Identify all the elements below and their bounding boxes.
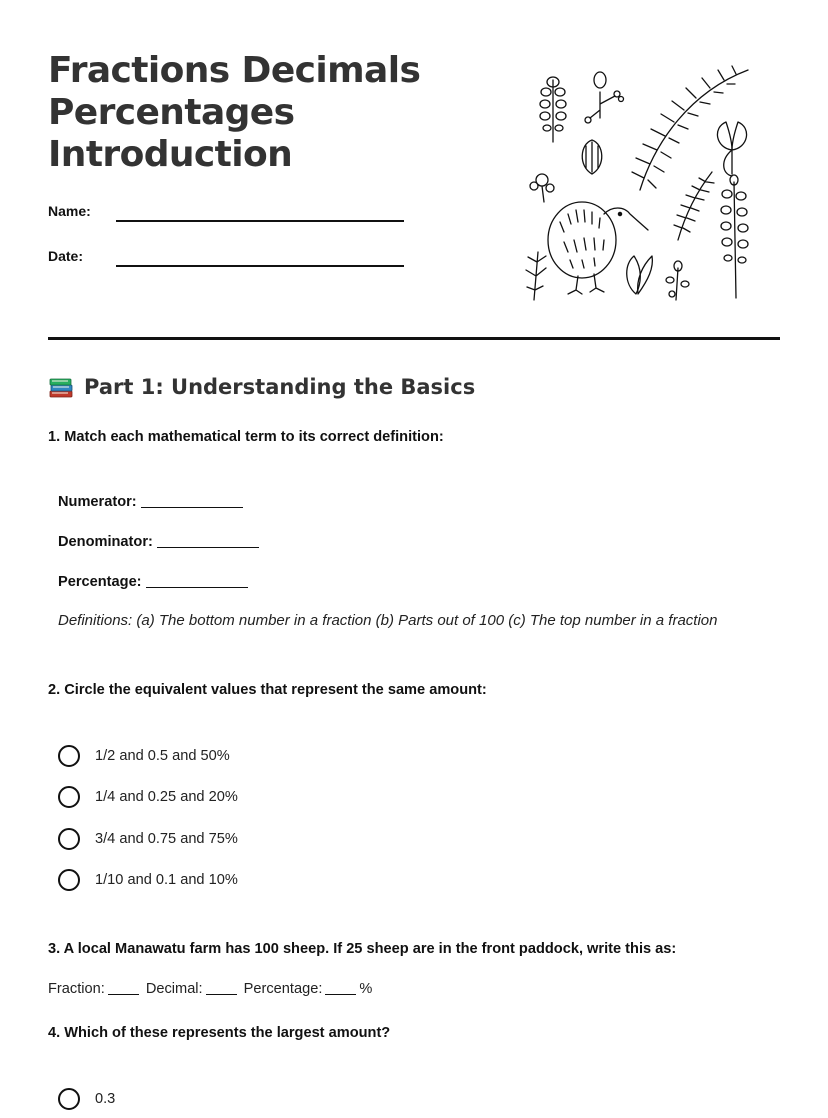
q2-option[interactable] — [58, 828, 238, 850]
berry-sprig-icon — [585, 72, 624, 123]
match-item-label: Percentage: — [58, 574, 142, 590]
radio-circle[interactable] — [58, 869, 80, 891]
percent-sign: % — [359, 981, 373, 997]
decimal-blank[interactable] — [206, 994, 237, 995]
option-label: 1/2 and 0.5 and 50% — [95, 748, 230, 764]
small-flower-icon — [530, 174, 554, 202]
tall-flower-stalk-icon — [721, 175, 748, 298]
question-3-prompt: 3. A local Manawatu farm has 100 sheep. If 25 sheep are in the front paddock, write this as: — [48, 941, 677, 957]
q2-option[interactable] — [58, 786, 238, 808]
name-label: Name: — [48, 203, 91, 219]
fraction-label: Fraction: — [48, 981, 105, 997]
title-line-2: Percentages — [48, 92, 295, 133]
radio-circle[interactable] — [58, 828, 80, 850]
q4-option[interactable] — [58, 1088, 115, 1110]
match-item-percentage[interactable] — [58, 574, 248, 590]
percentage-label: Percentage: — [243, 981, 323, 997]
kiwi-and-native-plants-illustration — [520, 62, 782, 306]
answer-blank[interactable] — [146, 587, 248, 588]
decimal-label: Decimal: — [145, 981, 203, 997]
match-item-label: Denominator: — [58, 534, 153, 550]
round-leaf-icon — [717, 122, 746, 176]
definitions-text: Definitions: (a) The bottom number in a fraction (b) Parts out of 100 (c) The top number in a fraction — [58, 612, 718, 629]
leaf-pair-icon — [627, 256, 653, 294]
option-label: 1/4 and 0.25 and 20% — [95, 789, 238, 805]
title-line-1: Fractions Decimals — [48, 50, 421, 91]
part1-heading-text: Part 1: Understanding the Basics — [84, 375, 476, 399]
option-label: 3/4 and 0.75 and 75% — [95, 831, 238, 847]
part1-heading — [48, 374, 475, 400]
q3-answer-line — [48, 981, 372, 997]
seed-pod-icon — [582, 140, 602, 174]
fraction-blank[interactable] — [108, 994, 139, 995]
option-label: 0.3 — [95, 1091, 116, 1107]
leafy-sprig-icon — [526, 252, 546, 300]
q2-option[interactable] — [58, 869, 238, 891]
name-line[interactable] — [116, 220, 404, 222]
books-icon — [48, 374, 74, 400]
percentage-blank[interactable] — [325, 994, 356, 995]
section-divider — [48, 337, 780, 340]
radio-circle[interactable] — [58, 1088, 80, 1110]
q2-option[interactable] — [58, 745, 230, 767]
question-1-prompt: 1. Match each mathematical term to its correct definition: — [48, 429, 444, 445]
question-4-prompt: 4. Which of these represents the largest amount? — [48, 1025, 391, 1041]
answer-blank[interactable] — [141, 507, 243, 508]
bud-sprig-icon — [666, 261, 689, 300]
radio-circle[interactable] — [58, 745, 80, 767]
title-line-3: Introduction — [48, 134, 293, 175]
answer-blank[interactable] — [157, 547, 259, 548]
option-label: 1/10 and 0.1 and 10% — [95, 872, 238, 888]
date-label: Date: — [48, 248, 84, 264]
date-line[interactable] — [116, 265, 404, 267]
match-item-denominator[interactable] — [58, 534, 259, 550]
worksheet-title — [48, 50, 468, 176]
fern-frond-icon — [632, 66, 748, 190]
small-fern-icon — [674, 172, 714, 240]
flower-stalk-icon — [540, 77, 566, 142]
match-item-numerator[interactable] — [58, 494, 243, 510]
question-2-prompt: 2. Circle the equivalent values that represent the same amount: — [48, 682, 487, 698]
radio-circle[interactable] — [58, 786, 80, 808]
match-item-label: Numerator: — [58, 494, 137, 510]
kiwi-bird-icon — [548, 202, 648, 294]
